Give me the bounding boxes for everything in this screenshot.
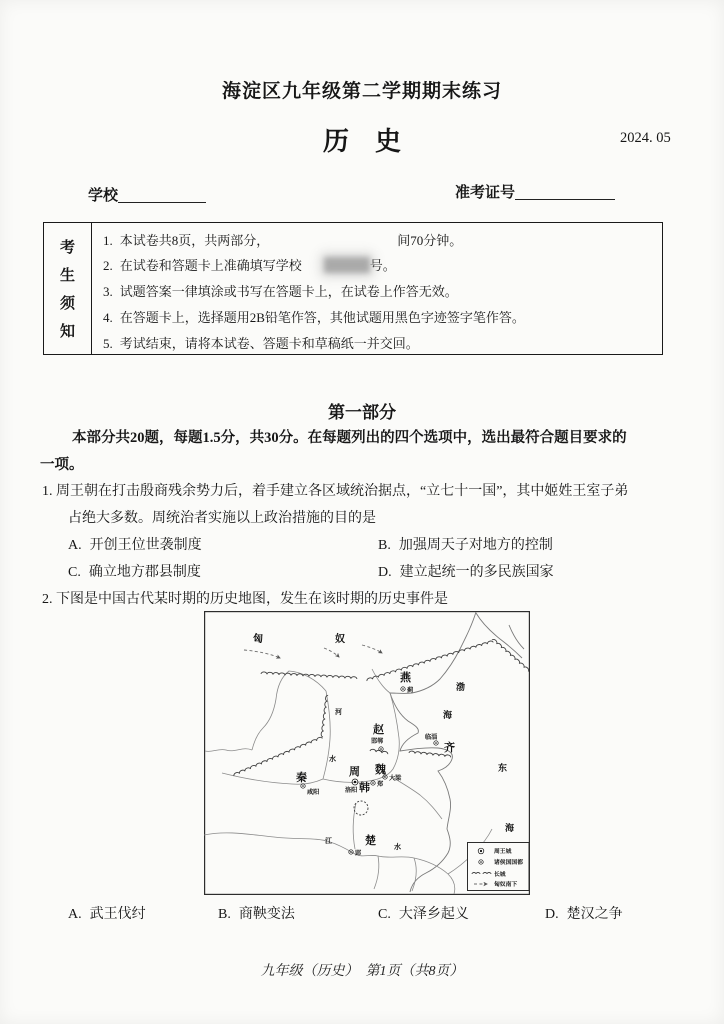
q1-option-a-text: 开创王位世袭制度	[89, 538, 202, 553]
q1-option-a-label: A.	[68, 538, 82, 553]
q2-option-c-text: 大泽乡起义	[398, 907, 469, 922]
legend-great-wall: 长城	[494, 872, 506, 878]
svg-text:蓟: 蓟	[407, 687, 414, 694]
notice-item-2-pre: 在试卷和答题卡上准确填写学校	[119, 258, 302, 273]
map-label-jiang-shui: 水	[394, 843, 401, 851]
notice-item-2-post: 号。	[369, 258, 396, 273]
xiongnu-arrows	[244, 645, 382, 658]
q2-option-b	[218, 903, 295, 923]
question-2-lead: 2. 下图是中国古代某时期的历史地图，发生在该时期的历史事件是	[42, 592, 448, 607]
svg-text:临淄: 临淄	[425, 734, 438, 741]
q2-option-c-label: C.	[378, 907, 391, 922]
svg-text:郢: 郢	[355, 850, 362, 857]
svg-text:韩: 韩	[359, 782, 370, 794]
map-legend	[468, 843, 530, 891]
exam-no-field	[455, 181, 615, 202]
map-label-he: 河	[335, 708, 342, 716]
page-footer: 九年级（历史） 第1页（共8页）	[260, 964, 464, 979]
school-field	[88, 184, 206, 205]
city-marker-ying	[349, 850, 353, 854]
q1-option-b	[378, 534, 553, 554]
question-1-line1: 1. 周王朝在打击殷商残余势力后，着手建立各区域统治据点，“立七十一国”，其中姬姓王室子弟	[42, 484, 629, 499]
map-label-bo: 渤	[456, 682, 466, 692]
notice-item-3	[103, 281, 458, 300]
notice-item-2-num: 2.	[103, 258, 113, 273]
exam-no-blank	[515, 185, 615, 200]
svg-text:咸阳: 咸阳	[307, 789, 320, 796]
notice-item-1-post: 间70分钟。	[397, 233, 463, 248]
q2-option-c	[378, 903, 469, 923]
q2-option-b-text: 商鞅变法	[238, 907, 295, 922]
redaction-blur	[324, 257, 370, 273]
svg-text:魏: 魏	[375, 764, 386, 776]
warring-states-history-map	[204, 611, 530, 895]
map-label-bohai-hai: 海	[443, 710, 453, 720]
notice-char-xu: 须	[59, 296, 75, 312]
svg-text:齐: 齐	[444, 742, 455, 754]
state-zhao	[371, 722, 384, 751]
q2-option-d-text: 楚汉之争	[566, 907, 623, 922]
notice-item-3-num: 3.	[103, 284, 113, 299]
notice-item-1	[103, 230, 462, 249]
part1-intro-line1: 本部分共20题，每题1.5分，共30分。在每题列出的四个选项中，选出最符合题目要求的	[72, 430, 627, 446]
subject-title: 历 史	[322, 127, 401, 156]
svg-text:赵: 赵	[373, 724, 384, 736]
q1-option-d	[378, 561, 554, 581]
part1-title: 第一部分	[328, 403, 396, 422]
notice-item-2	[103, 255, 396, 274]
q1-option-c-label: C.	[68, 565, 81, 580]
notice-item-4	[103, 307, 525, 326]
map-label-nu: 奴	[335, 634, 345, 645]
notice-side-label	[44, 223, 92, 354]
rivers	[204, 669, 492, 894]
q2-option-d	[545, 903, 623, 923]
school-label: 学校	[88, 188, 119, 204]
exam-title: 海淀区九年级第二学期期末练习	[221, 81, 502, 102]
q2-option-a-text: 武王伐纣	[89, 907, 146, 922]
notice-item-1-num: 1.	[103, 233, 113, 248]
notice-item-4-num: 4.	[103, 310, 113, 325]
question-1-line2: 占绝大多数。周统治者实施以上政治措施的目的是	[68, 511, 376, 526]
svg-text:楚: 楚	[365, 835, 376, 847]
notice-char-sheng: 生	[59, 268, 75, 284]
legend-zhou-capital: 周王城	[494, 849, 512, 855]
q1-option-b-label: B.	[378, 538, 391, 553]
map-label-xiong: 匈	[253, 634, 263, 645]
legend-state-capital: 诸侯国国都	[494, 860, 523, 866]
q1-option-d-label: D.	[378, 565, 392, 580]
notice-item-5	[103, 333, 419, 352]
q1-option-a	[68, 534, 202, 554]
notice-item-5-num: 5.	[103, 336, 113, 351]
notice-char-kao: 考	[59, 240, 75, 256]
svg-text:郑: 郑	[377, 781, 384, 788]
state-wei	[375, 762, 402, 782]
state-qi	[425, 733, 455, 754]
legend-xiongnu-south: 匈奴南下	[494, 882, 518, 888]
svg-text:秦: 秦	[296, 772, 307, 784]
state-qin	[295, 770, 320, 796]
q1-option-c	[68, 561, 201, 581]
q2-option-b-label: B.	[218, 907, 231, 922]
exam-no-label: 准考证号	[455, 185, 516, 201]
map-label-jiang: 江	[325, 837, 332, 845]
q2-option-a-label: A.	[68, 907, 82, 922]
state-zhou	[345, 765, 360, 794]
part1-intro-line2: 一项。	[40, 457, 84, 473]
svg-text:邯郸: 邯郸	[371, 738, 384, 745]
state-yan	[400, 670, 414, 694]
notice-item-5-text: 考试结束，请将本试卷、答题卡和草稿纸一并交回。	[119, 336, 419, 351]
q2-option-a	[68, 903, 146, 923]
city-marker-linzi	[434, 741, 438, 745]
notice-item-4-text: 在答题卡上，选择题用2B铅笔作答，其他试题用黑色字迹签字笔作答。	[119, 310, 525, 325]
map-label-he-shui: 水	[329, 755, 336, 763]
city-marker-xianyang	[301, 784, 305, 788]
exam-date: 2024. 05	[620, 130, 671, 146]
map-label-donghai-hai: 海	[505, 823, 515, 833]
q1-option-d-text: 建立起统一的多民族国家	[399, 565, 554, 580]
notice-char-zhi: 知	[59, 324, 75, 340]
notice-item-1-pre: 本试卷共8页，共两部分，	[119, 233, 270, 248]
city-marker-ji	[401, 687, 405, 691]
svg-text:洛阳: 洛阳	[345, 787, 358, 794]
svg-text:大梁: 大梁	[389, 775, 402, 782]
candidate-notice-box	[43, 222, 663, 355]
svg-text:周: 周	[349, 766, 360, 778]
svg-text:燕: 燕	[400, 672, 411, 684]
city-marker-zheng	[371, 781, 375, 785]
q1-option-b-text: 加强周天子对地方的控制	[398, 538, 553, 553]
notice-item-3-text: 试题答案一律填涂或书写在答题卡上，在试卷上作答无效。	[119, 284, 458, 299]
q1-option-c-text: 确立地方郡县制度	[88, 565, 201, 580]
school-blank	[118, 188, 206, 203]
q2-option-d-label: D.	[545, 907, 559, 922]
state-chu	[349, 833, 376, 857]
map-label-dong: 东	[498, 763, 508, 773]
state-han	[359, 780, 384, 794]
